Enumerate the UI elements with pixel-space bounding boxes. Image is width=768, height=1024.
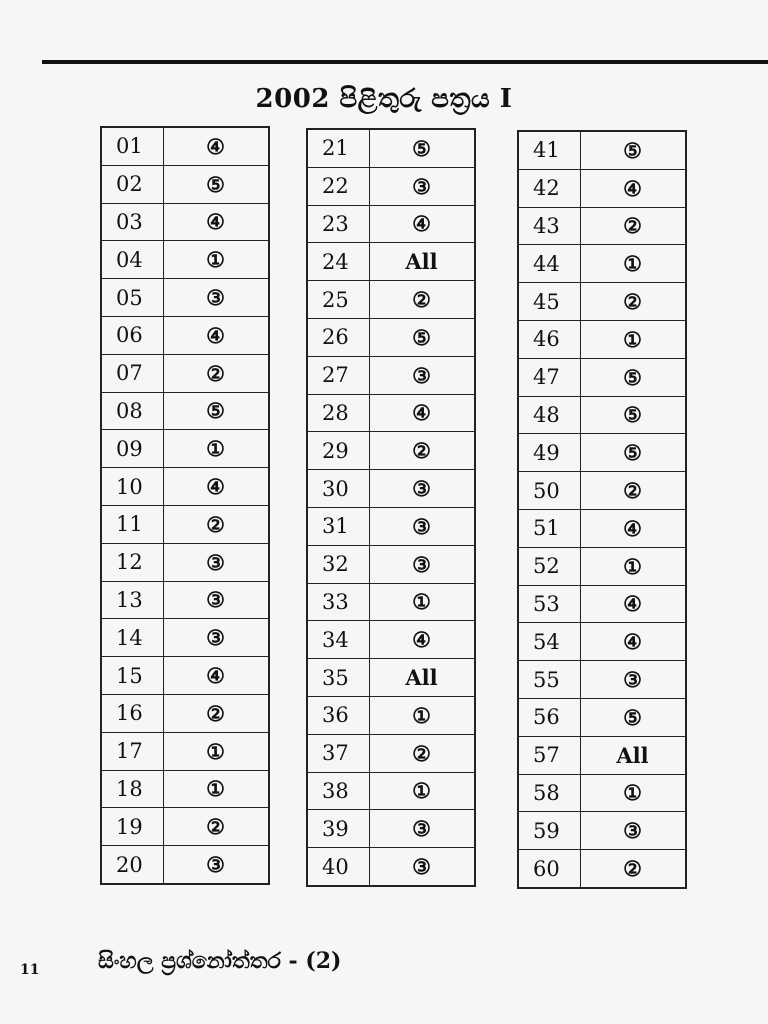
table-row [307, 583, 475, 621]
answer-cell: ③ [163, 581, 269, 619]
question-number: 01 [101, 127, 163, 165]
question-number: 04 [101, 241, 163, 279]
answer-cell: ② [163, 808, 269, 846]
answer-cell: All [369, 659, 475, 697]
table-row [101, 732, 269, 770]
table-row [518, 623, 686, 661]
answer-cell: ④ [580, 623, 686, 661]
answer-cell: ② [163, 694, 269, 732]
table-row [307, 281, 475, 319]
answer-cell: ④ [369, 205, 475, 243]
table-row [518, 736, 686, 774]
answer-cell: ⑤ [580, 434, 686, 472]
question-number: 31 [307, 507, 369, 545]
page-title: 2002 පිළිතුරු පත්‍රය I [255, 84, 513, 114]
question-number: 59 [518, 812, 580, 850]
table-row [307, 696, 475, 734]
question-number: 48 [518, 396, 580, 434]
page-footer [20, 948, 760, 988]
question-number: 53 [518, 585, 580, 623]
answer-cell: ⑤ [580, 396, 686, 434]
table-row [518, 509, 686, 547]
answer-cell: All [580, 736, 686, 774]
table-row [101, 694, 269, 732]
table-row [307, 432, 475, 470]
table-row [101, 127, 269, 165]
question-number: 57 [518, 736, 580, 774]
question-number: 20 [101, 846, 163, 884]
question-number: 06 [101, 316, 163, 354]
answer-cell: ④ [163, 657, 269, 695]
question-number: 40 [307, 848, 369, 886]
answer-cell: ① [163, 770, 269, 808]
table-row [101, 505, 269, 543]
answer-cell: ③ [369, 848, 475, 886]
question-number: 41 [518, 131, 580, 169]
answer-cell: ① [163, 241, 269, 279]
question-number: 26 [307, 318, 369, 356]
table-row [307, 659, 475, 697]
table-row [307, 318, 475, 356]
answer-cell: ④ [163, 468, 269, 506]
answer-cell: ③ [163, 279, 269, 317]
answer-cell: ① [580, 320, 686, 358]
answer-cell: ④ [163, 316, 269, 354]
answer-cell: All [369, 243, 475, 281]
table-row [101, 770, 269, 808]
answer-cell: ④ [163, 127, 269, 165]
table-row [307, 129, 475, 167]
answer-cell: ⑤ [369, 129, 475, 167]
page-number: 11 [20, 962, 40, 978]
question-number: 55 [518, 661, 580, 699]
question-number: 42 [518, 169, 580, 207]
answer-cell: ② [369, 734, 475, 772]
question-number: 34 [307, 621, 369, 659]
question-number: 58 [518, 774, 580, 812]
question-number: 46 [518, 320, 580, 358]
answer-cell: ② [163, 505, 269, 543]
table-row [518, 283, 686, 321]
answer-cell: ④ [369, 394, 475, 432]
question-number: 12 [101, 543, 163, 581]
question-number: 29 [307, 432, 369, 470]
question-number: 36 [307, 696, 369, 734]
question-number: 16 [101, 694, 163, 732]
question-number: 27 [307, 356, 369, 394]
table-row [101, 543, 269, 581]
table-row [101, 279, 269, 317]
answer-cell: ② [580, 207, 686, 245]
question-number: 25 [307, 281, 369, 319]
question-number: 38 [307, 772, 369, 810]
table-row [101, 430, 269, 468]
table-row [307, 621, 475, 659]
table-row [101, 203, 269, 241]
footer-text: සිංහල ප්‍රශ්නෝත්තර - (2) [98, 948, 342, 974]
table-row [518, 812, 686, 850]
question-number: 28 [307, 394, 369, 432]
table-row [101, 619, 269, 657]
answer-cell: ③ [580, 661, 686, 699]
answer-cell: ① [369, 583, 475, 621]
question-number: 09 [101, 430, 163, 468]
answer-cell: ⑤ [163, 392, 269, 430]
table-row [307, 810, 475, 848]
question-number: 03 [101, 203, 163, 241]
question-number: 22 [307, 167, 369, 205]
table-row [101, 316, 269, 354]
question-number: 11 [101, 505, 163, 543]
question-number: 07 [101, 354, 163, 392]
table-row [101, 468, 269, 506]
answer-cell: ① [369, 772, 475, 810]
question-number: 39 [307, 810, 369, 848]
question-number: 08 [101, 392, 163, 430]
table-row [518, 396, 686, 434]
answer-cell: ④ [369, 621, 475, 659]
answer-cell: ① [369, 696, 475, 734]
question-number: 47 [518, 358, 580, 396]
table-row [518, 661, 686, 699]
table-row [518, 585, 686, 623]
answer-cell: ③ [369, 545, 475, 583]
question-number: 54 [518, 623, 580, 661]
answer-cell: ① [163, 732, 269, 770]
question-number: 13 [101, 581, 163, 619]
question-number: 35 [307, 659, 369, 697]
question-number: 32 [307, 545, 369, 583]
question-number: 60 [518, 850, 580, 888]
table-row [518, 131, 686, 169]
table-row [307, 356, 475, 394]
question-number: 52 [518, 547, 580, 585]
table-row [307, 772, 475, 810]
table-row [518, 434, 686, 472]
answer-cell: ④ [580, 169, 686, 207]
answer-cell: ① [163, 430, 269, 468]
question-number: 10 [101, 468, 163, 506]
table-row [101, 392, 269, 430]
table-row [518, 358, 686, 396]
answer-table-1 [100, 126, 270, 885]
table-row [307, 243, 475, 281]
question-number: 45 [518, 283, 580, 321]
answer-cell: ⑤ [580, 131, 686, 169]
table-row [518, 774, 686, 812]
question-number: 15 [101, 657, 163, 695]
answer-cell: ⑤ [580, 698, 686, 736]
answer-cell: ④ [163, 203, 269, 241]
table-row [518, 698, 686, 736]
question-number: 14 [101, 619, 163, 657]
answer-cell: ③ [369, 810, 475, 848]
table-row [307, 205, 475, 243]
table-row [101, 846, 269, 884]
question-number: 44 [518, 245, 580, 283]
answer-cell: ③ [163, 619, 269, 657]
answer-cell: ⑤ [580, 358, 686, 396]
table-row [307, 507, 475, 545]
answer-cell: ③ [580, 812, 686, 850]
answer-cell: ① [580, 774, 686, 812]
question-number: 49 [518, 434, 580, 472]
question-number: 17 [101, 732, 163, 770]
answer-cell: ② [580, 472, 686, 510]
question-number: 21 [307, 129, 369, 167]
answer-cell: ② [369, 432, 475, 470]
question-number: 50 [518, 472, 580, 510]
answer-cell: ③ [369, 470, 475, 508]
table-row [307, 545, 475, 583]
answer-cell: ③ [163, 846, 269, 884]
table-row [518, 472, 686, 510]
answer-cell: ⑤ [163, 165, 269, 203]
table-row [518, 320, 686, 358]
answer-cell: ⑤ [369, 318, 475, 356]
table-row [307, 848, 475, 886]
question-number: 24 [307, 243, 369, 281]
answer-cell: ② [369, 281, 475, 319]
table-row [518, 169, 686, 207]
answer-cell: ② [580, 283, 686, 321]
table-row [101, 581, 269, 619]
answer-cell: ① [580, 245, 686, 283]
question-number: 56 [518, 698, 580, 736]
question-number: 02 [101, 165, 163, 203]
question-number: 18 [101, 770, 163, 808]
answer-cell: ④ [580, 585, 686, 623]
question-number: 33 [307, 583, 369, 621]
top-rule [42, 60, 768, 64]
table-row [518, 850, 686, 888]
table-row [307, 734, 475, 772]
answer-table-3 [517, 130, 687, 889]
table-row [518, 547, 686, 585]
table-row [101, 241, 269, 279]
question-number: 05 [101, 279, 163, 317]
answer-cell: ③ [369, 167, 475, 205]
table-row [518, 207, 686, 245]
table-row [101, 657, 269, 695]
table-row [307, 394, 475, 432]
answer-cell: ③ [369, 507, 475, 545]
table-row [307, 167, 475, 205]
table-row [101, 354, 269, 392]
question-number: 43 [518, 207, 580, 245]
table-row [518, 245, 686, 283]
question-number: 51 [518, 509, 580, 547]
answer-table-2 [306, 128, 476, 887]
question-number: 37 [307, 734, 369, 772]
table-row [307, 470, 475, 508]
answer-cell: ① [580, 547, 686, 585]
question-number: 23 [307, 205, 369, 243]
question-number: 19 [101, 808, 163, 846]
table-row [101, 808, 269, 846]
answer-cell: ③ [163, 543, 269, 581]
answer-cell: ② [580, 850, 686, 888]
answer-cell: ③ [369, 356, 475, 394]
answer-cell: ② [163, 354, 269, 392]
table-row [101, 165, 269, 203]
answer-cell: ④ [580, 509, 686, 547]
question-number: 30 [307, 470, 369, 508]
